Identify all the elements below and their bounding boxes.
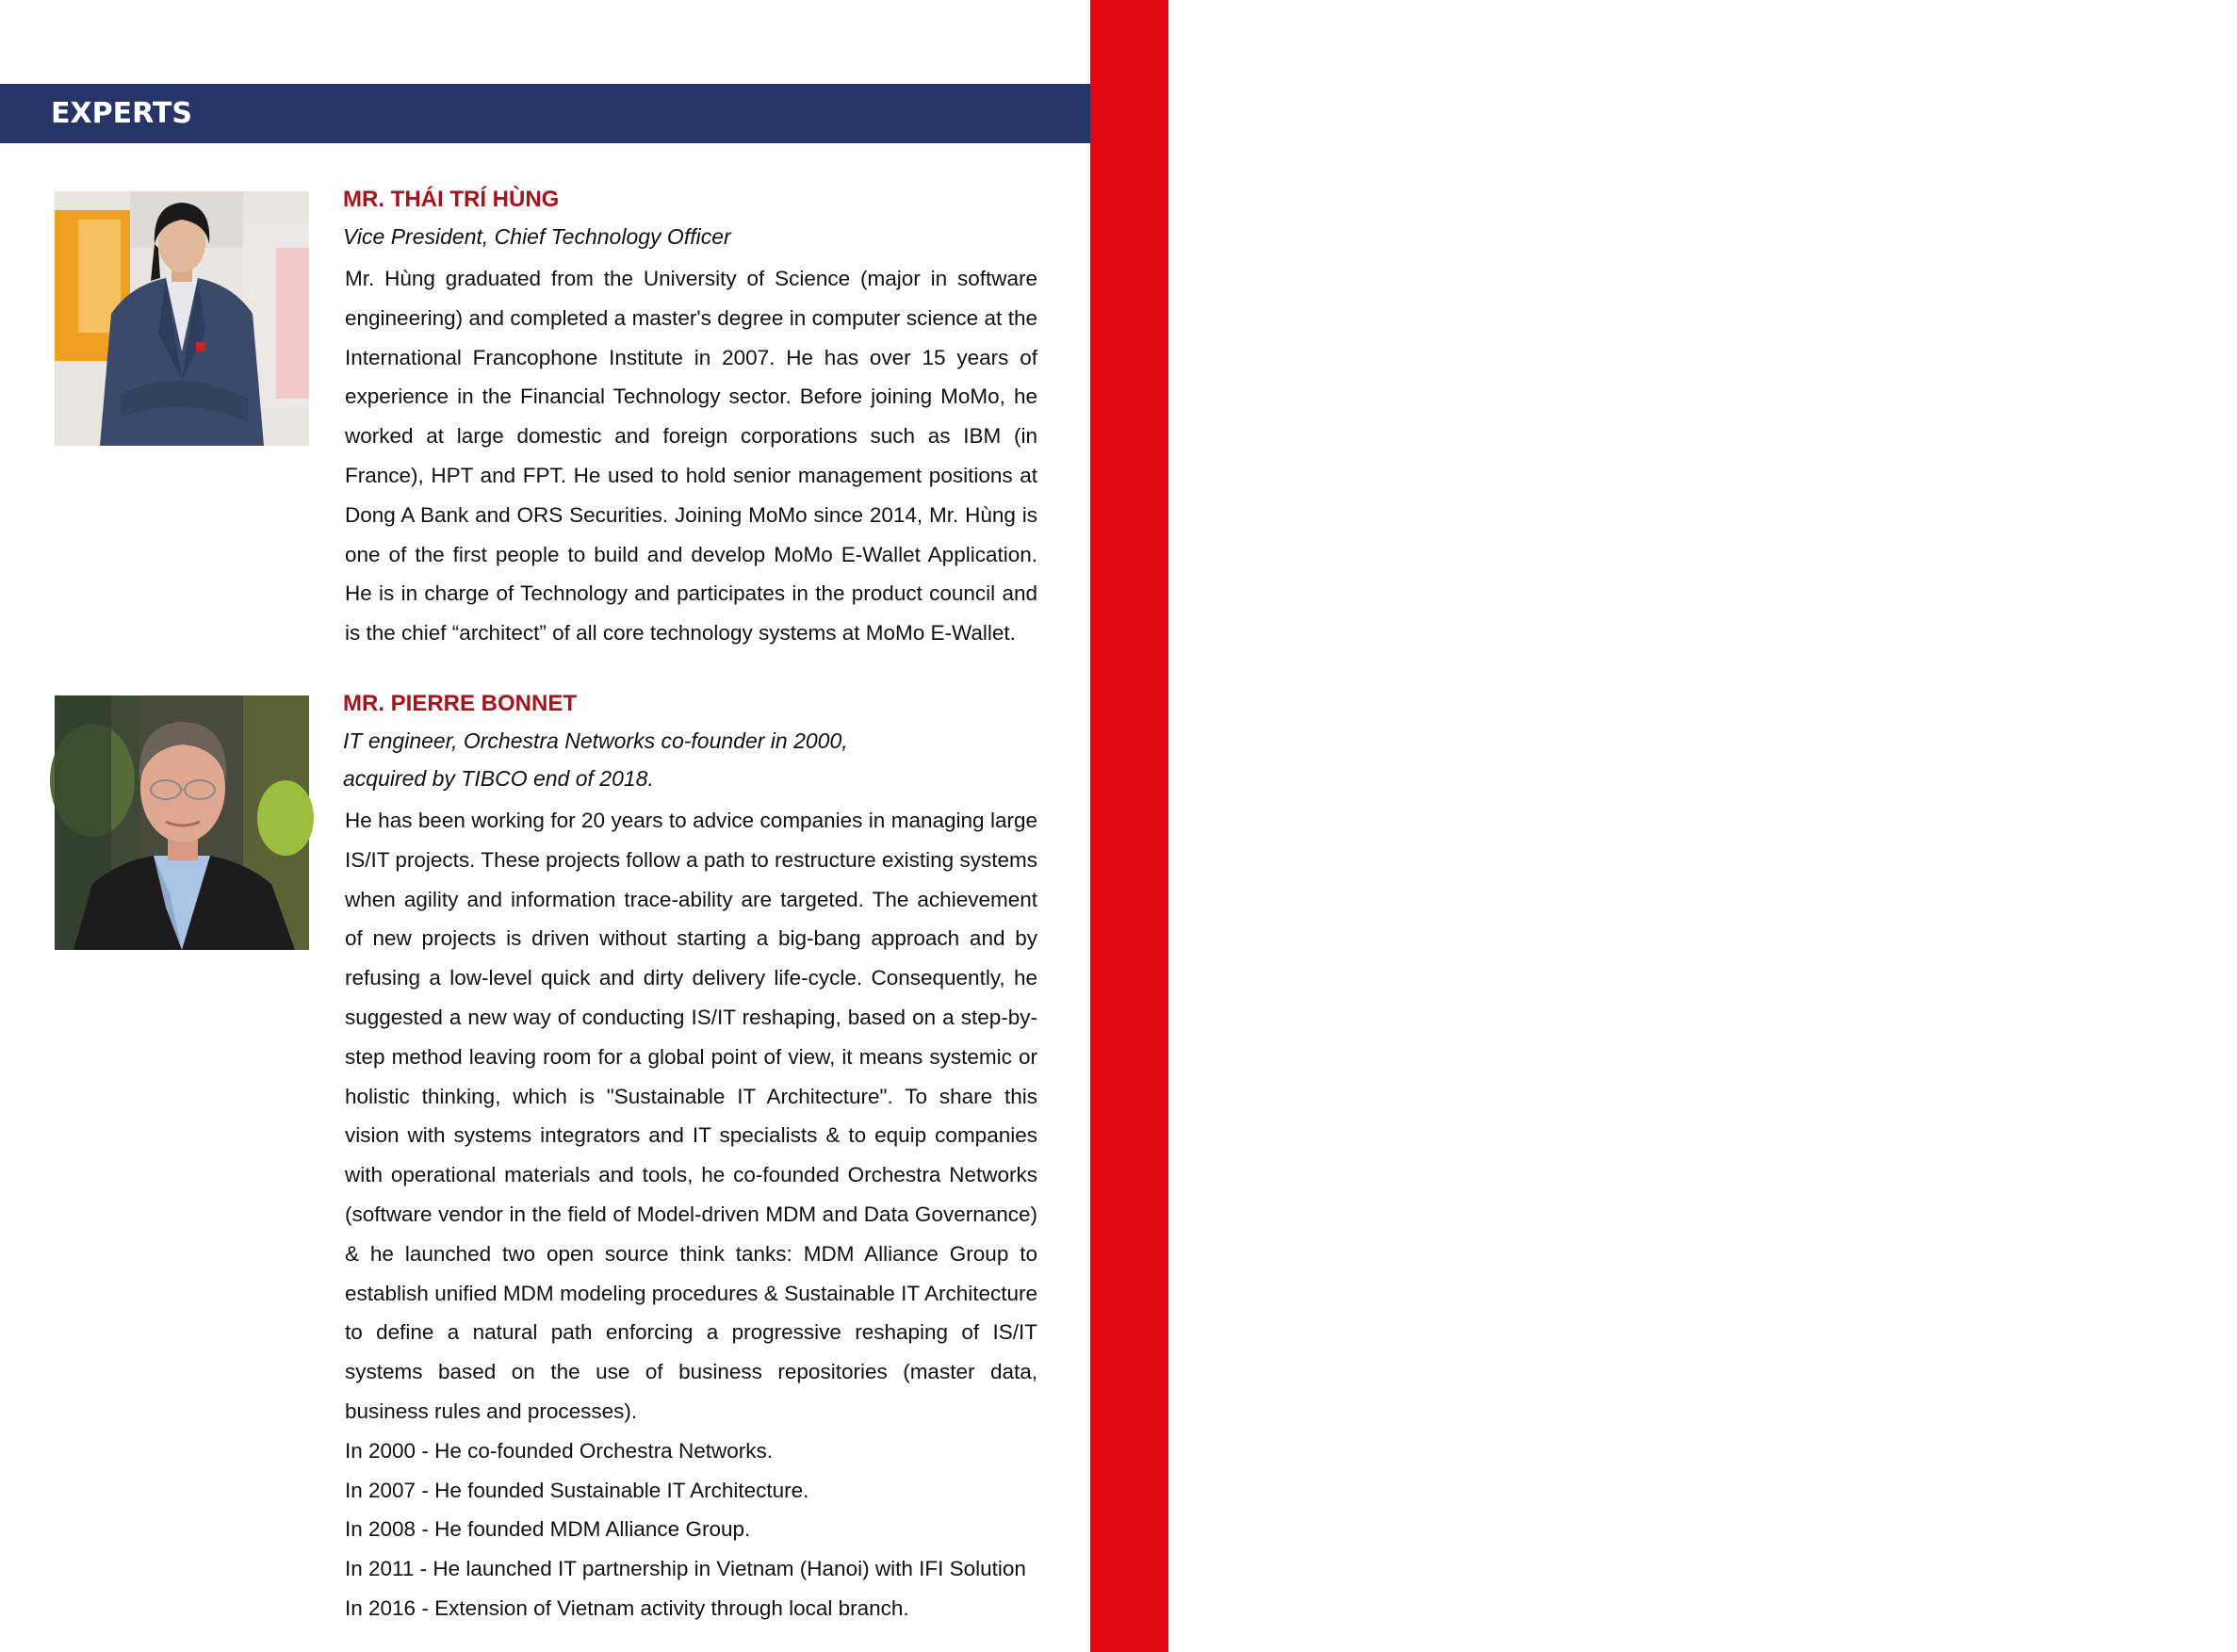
- expert-bio: Mr. Hùng graduated from the University of Science (major in software engineering) and completed a master's degree in computer science at the International Francophone Institute in 2007. He has over 15 years of experience in the Financial Technology sector. Before joining MoMo, he worked at large domestic and foreign corporations such as IBM (in France), HPT and FPT. He used to hold senior management positions at Dong A Bank and ORS Securities. Joining MoMo since 2014, Mr. Hùng is one of the first people to build and develop MoMo E-Wallet Application. He is in charge of Technology and participates in the product council and is the chief “architect” of all core technology systems at MoMo E-Wallet.: [345, 267, 1037, 646]
- section-header: [0, 84, 1090, 143]
- expert-name: MR. THÁI TRÍ HÙNG: [343, 187, 560, 212]
- expert-bio: He has been working for 20 years to advice companies in managing large IS/IT projects. These projects follow a path to restructure existing systems when agility and information trace-ability are targeted. The achievement of new projects is driven without starting a big-bang approach and by refusing a low-level quick and dirty delivery life-cycle. Consequently, he suggested a new way of conducting IS/IT reshaping, based on a step-by-step method leaving room for a global point of view, it means systemic or holistic thinking, which is "Sustainable IT Architecture". To share this vision with systems integrators and IT specialists & to equip companies with operational materials and tools, he co-founded Orchestra Networks (software vendor in the field of Model-driven MDM and Data Governance) & he launched two open source think tanks: MDM Alliance Group to establish unified MDM modeling procedures & Sustainable IT Architecture to define a natural path enforcing a progressive reshaping of IS/IT systems based on the use of business repositories (master data, business rules and processes).: [345, 809, 1037, 1423]
- expert-photo-hung: [55, 191, 309, 446]
- milestone-item: In 2008 - He founded MDM Alliance Group.: [345, 1517, 751, 1542]
- milestone-item: In 2016 - Extension of Vietnam activity through local branch.: [345, 1595, 909, 1620]
- section-title: EXPERTS: [51, 97, 192, 130]
- expert-card-hung: [343, 182, 1037, 653]
- side-band: [1090, 0, 2236, 1652]
- expert-role-line: IT engineer, Orchestra Networks co-founder in 2000,: [343, 728, 848, 753]
- milestone-list: [343, 1431, 1037, 1628]
- expert-name: MR. PIERRE BONNET: [343, 691, 578, 716]
- expert-role-line: Vice President, Chief Technology Officer: [343, 224, 731, 249]
- milestone-item: In 2007 - He founded Sustainable IT Architecture.: [345, 1478, 809, 1502]
- milestone-item: In 2000 - He co-founded Orchestra Networks.: [345, 1438, 773, 1463]
- expert-card-bonnet: [343, 686, 1037, 1628]
- side-band-text: BANKING - FINANCE - FINTECH: [2203, 17, 2236, 469]
- expert-role-line: acquired by TIBCO end of 2018.: [343, 766, 654, 791]
- milestone-item: In 2011 - He launched IT partnership in Vietnam (Hanoi) with IFI Solution: [345, 1557, 1026, 1581]
- expert-photo-bonnet: [55, 695, 309, 950]
